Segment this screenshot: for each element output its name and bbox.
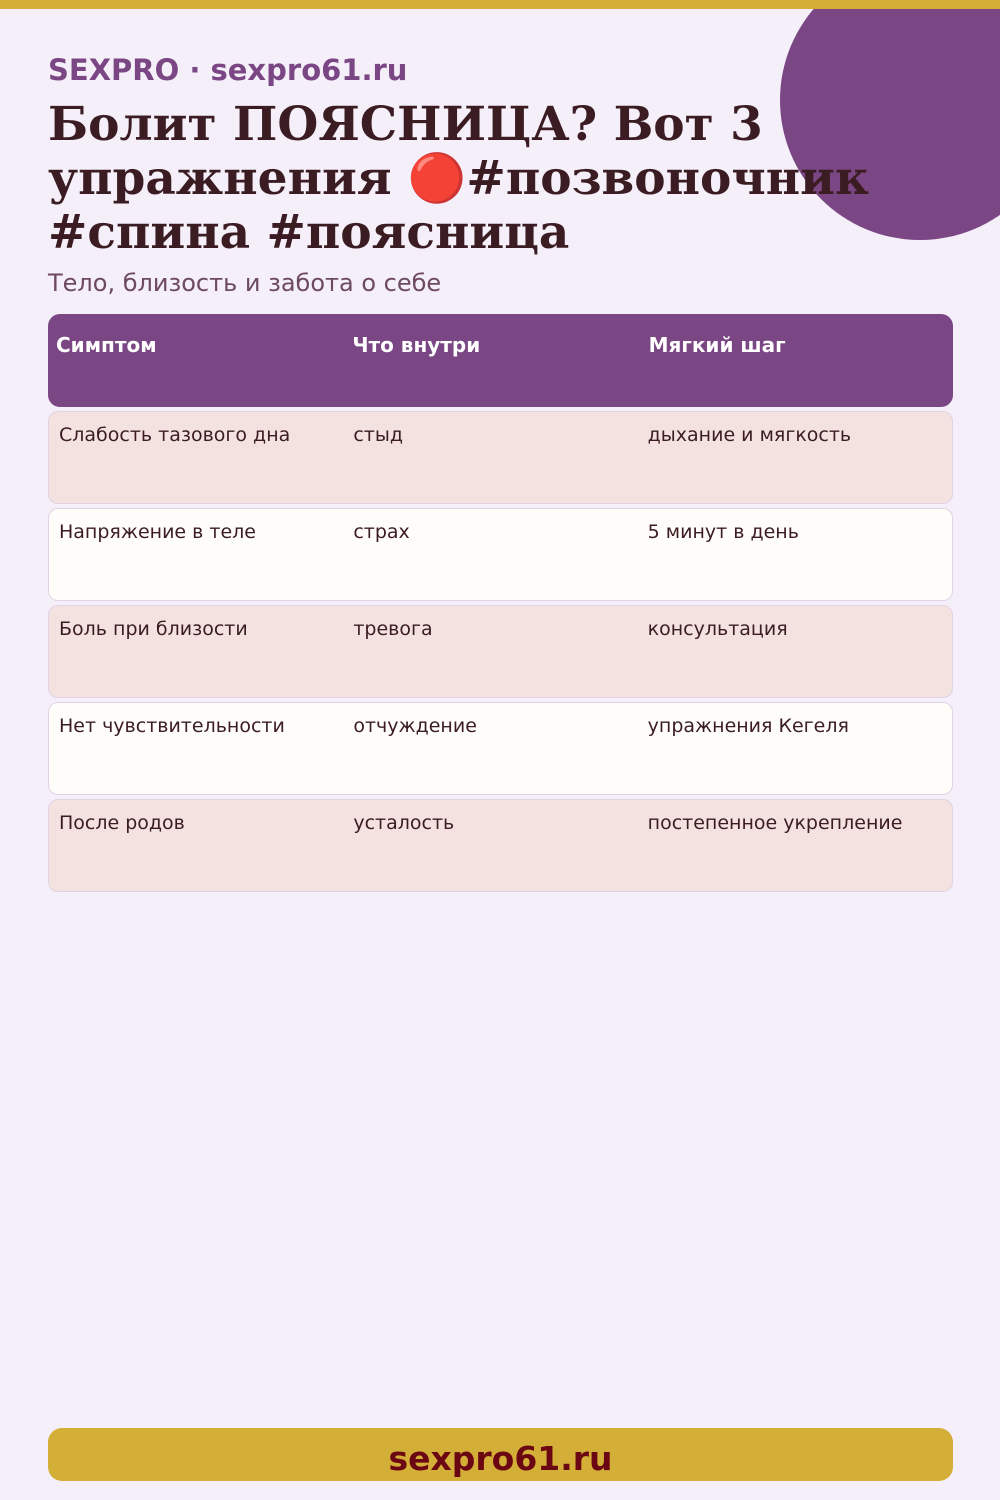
page-title: Болит ПОЯСНИЦА? Вот 3 упражнения 🔴#позвоночник #спина #поясница: [48, 97, 869, 260]
cell-symptom: После родов: [59, 812, 185, 834]
cell-inside: страх: [353, 521, 410, 543]
cell-step: упражнения Кегеля: [647, 715, 849, 737]
page-subtitle: Тело, близость и забота о себе: [48, 269, 442, 297]
brand-label: SEXPRO · sexpro61.ru: [48, 53, 408, 87]
cell-inside: стыд: [353, 424, 403, 446]
column-header-symptom: Симптом: [56, 333, 157, 357]
cell-step: постепенное укрепление: [647, 812, 903, 834]
footer-link[interactable]: sexpro61.ru: [388, 1439, 613, 1478]
cell-symptom: Нет чувствительности: [59, 715, 285, 737]
column-header-step: Мягкий шаг: [648, 333, 786, 357]
column-header-inside: Что внутри: [352, 333, 481, 357]
cell-step: дыхание и мягкость: [647, 424, 852, 446]
table-row: [48, 605, 953, 698]
table-row: [48, 411, 953, 504]
cell-inside: отчуждение: [353, 715, 477, 737]
cell-step: 5 минут в день: [647, 521, 799, 543]
cell-inside: тревога: [353, 618, 433, 640]
symptom-table: [48, 314, 953, 892]
top-accent-bar: [0, 0, 1000, 9]
table-row: [48, 702, 953, 795]
cell-symptom: Боль при близости: [59, 618, 248, 640]
table-row: [48, 799, 953, 892]
cell-symptom: Напряжение в теле: [59, 521, 256, 543]
cell-symptom: Слабость тазового дна: [59, 424, 291, 446]
footer-bar: [48, 1428, 953, 1481]
table-header: [48, 314, 953, 407]
table-row: [48, 508, 953, 601]
header: [48, 50, 952, 300]
cell-inside: усталость: [353, 812, 455, 834]
cell-step: консультация: [647, 618, 788, 640]
